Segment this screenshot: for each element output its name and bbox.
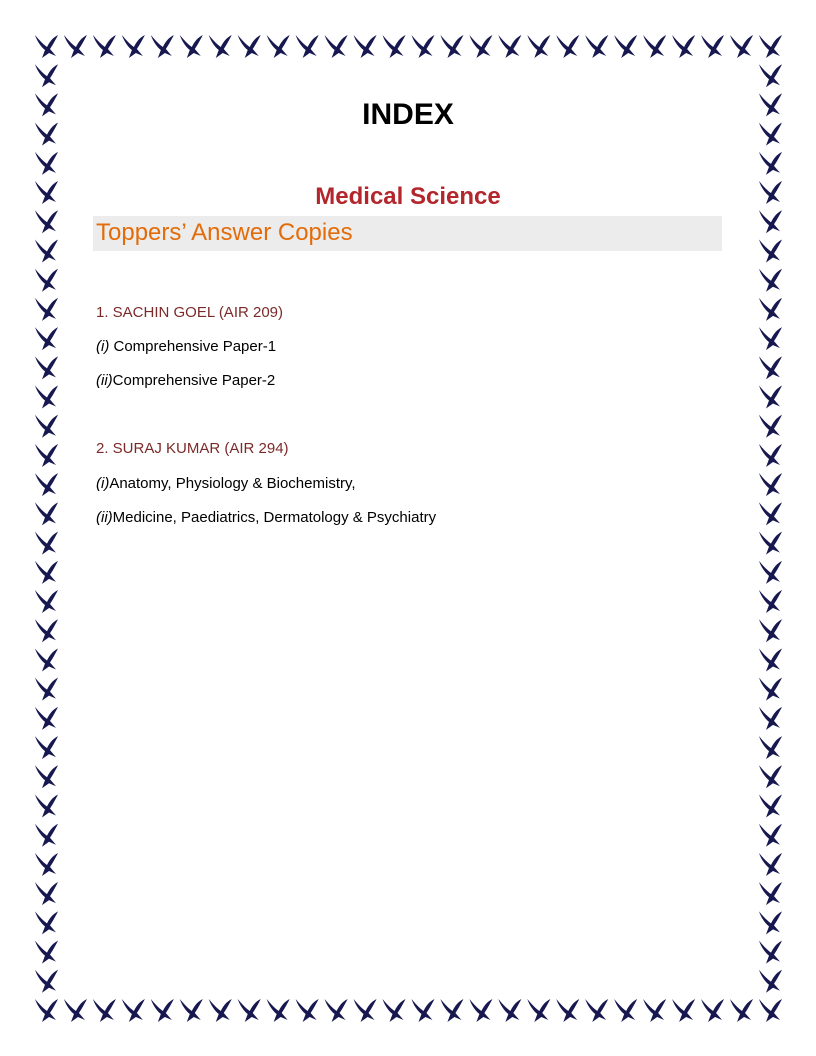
swallow-bird-icon	[759, 619, 782, 642]
swallow-bird-icon	[209, 999, 232, 1022]
swallow-bird-icon	[93, 35, 116, 58]
swallow-bird-icon	[440, 35, 463, 58]
swallow-bird-icon	[759, 648, 782, 671]
swallow-bird-icon	[35, 795, 58, 818]
swallow-bird-icon	[759, 502, 782, 525]
swallow-bird-icon	[35, 736, 58, 759]
swallow-bird-icon	[759, 473, 782, 496]
swallow-bird-icon	[35, 152, 58, 175]
swallow-bird-icon	[296, 999, 319, 1022]
swallow-bird-icon	[296, 35, 319, 58]
swallow-bird-icon	[35, 473, 58, 496]
swallow-bird-icon	[151, 35, 174, 58]
swallow-bird-icon	[759, 970, 782, 993]
swallow-bird-icon	[35, 824, 58, 847]
swallow-bird-icon	[759, 444, 782, 467]
paper-item	[96, 509, 436, 526]
swallow-bird-icon	[180, 35, 203, 58]
swallow-bird-icon	[93, 999, 116, 1022]
swallow-bird-icon	[759, 707, 782, 730]
swallow-bird-icon	[64, 35, 87, 58]
swallow-bird-icon	[35, 590, 58, 613]
swallow-bird-icon	[701, 35, 724, 58]
swallow-bird-icon	[383, 35, 406, 58]
swallow-bird-icon	[440, 999, 463, 1022]
swallow-bird-icon	[35, 415, 58, 438]
swallow-bird-icon	[411, 35, 434, 58]
swallow-bird-icon	[759, 210, 782, 233]
section-title: Toppers’ Answer Copies	[96, 219, 353, 246]
swallow-bird-icon	[759, 415, 782, 438]
swallow-bird-icon	[35, 648, 58, 671]
swallow-bird-icon	[238, 999, 261, 1022]
swallow-bird-icon	[759, 64, 782, 87]
swallow-bird-icon	[585, 35, 608, 58]
swallow-bird-icon	[35, 239, 58, 262]
swallow-bird-icon	[35, 444, 58, 467]
swallow-bird-icon	[151, 999, 174, 1022]
swallow-bird-icon	[325, 35, 348, 58]
swallow-bird-icon	[469, 999, 492, 1022]
swallow-bird-icon	[643, 35, 666, 58]
paper-numeral: (ii)	[96, 509, 113, 526]
swallow-bird-icon	[759, 941, 782, 964]
swallow-bird-icon	[35, 678, 58, 701]
swallow-bird-icon	[122, 999, 145, 1022]
swallow-bird-icon	[759, 356, 782, 379]
swallow-bird-icon	[411, 999, 434, 1022]
swallow-bird-icon	[35, 327, 58, 350]
swallow-bird-icon	[64, 999, 87, 1022]
swallow-bird-icon	[354, 35, 377, 58]
swallow-bird-icon	[672, 999, 695, 1022]
swallow-bird-icon	[35, 882, 58, 905]
swallow-bird-icon	[759, 590, 782, 613]
section-banner	[93, 216, 722, 251]
swallow-bird-icon	[759, 152, 782, 175]
swallow-bird-icon	[759, 269, 782, 292]
swallow-bird-icon	[759, 35, 782, 58]
swallow-bird-icon	[614, 999, 637, 1022]
swallow-bird-icon	[672, 35, 695, 58]
swallow-bird-icon	[383, 999, 406, 1022]
swallow-bird-icon	[35, 911, 58, 934]
swallow-bird-icon	[643, 999, 666, 1022]
swallow-bird-icon	[759, 853, 782, 876]
swallow-bird-icon	[614, 35, 637, 58]
swallow-bird-icon	[122, 35, 145, 58]
swallow-bird-icon	[759, 678, 782, 701]
topper-heading-2: 2. SURAJ KUMAR (AIR 294)	[96, 440, 289, 457]
swallow-bird-icon	[35, 210, 58, 233]
swallow-bird-icon	[35, 532, 58, 555]
swallow-bird-icon	[759, 911, 782, 934]
swallow-bird-icon	[759, 999, 782, 1022]
swallow-bird-icon	[35, 619, 58, 642]
paper-label: Comprehensive Paper-1	[109, 338, 277, 355]
swallow-bird-icon	[759, 882, 782, 905]
swallow-bird-icon	[556, 999, 579, 1022]
swallow-bird-icon	[35, 765, 58, 788]
swallow-bird-icon	[35, 999, 58, 1022]
swallow-bird-icon	[35, 298, 58, 321]
swallow-bird-icon	[730, 35, 753, 58]
swallow-bird-icon	[759, 561, 782, 584]
swallow-bird-icon	[35, 386, 58, 409]
swallow-bird-icon	[701, 999, 724, 1022]
paper-label: Anatomy, Physiology & Biochemistry,	[109, 475, 356, 492]
swallow-bird-icon	[35, 502, 58, 525]
swallow-bird-icon	[209, 35, 232, 58]
swallow-bird-icon	[527, 35, 550, 58]
swallow-bird-icon	[325, 999, 348, 1022]
swallow-bird-icon	[35, 356, 58, 379]
swallow-bird-icon	[759, 824, 782, 847]
swallow-bird-icon	[759, 386, 782, 409]
paper-numeral: (ii)	[96, 372, 113, 389]
swallow-bird-icon	[354, 999, 377, 1022]
swallow-bird-icon	[35, 64, 58, 87]
swallow-bird-icon	[469, 35, 492, 58]
swallow-bird-icon	[759, 532, 782, 555]
paper-label: Comprehensive Paper-2	[112, 372, 276, 389]
swallow-bird-icon	[759, 239, 782, 262]
paper-item	[96, 338, 276, 355]
paper-item	[96, 475, 356, 492]
swallow-bird-icon	[35, 853, 58, 876]
swallow-bird-icon	[759, 795, 782, 818]
subject-heading: Medical Science	[315, 183, 501, 210]
swallow-bird-icon	[585, 999, 608, 1022]
swallow-bird-icon	[35, 561, 58, 584]
swallow-bird-icon	[267, 999, 290, 1022]
swallow-bird-icon	[498, 35, 521, 58]
swallow-bird-icon	[527, 999, 550, 1022]
swallow-bird-icon	[35, 35, 58, 58]
swallow-bird-icon	[35, 941, 58, 964]
paper-numeral: (i)	[96, 475, 110, 492]
swallow-bird-icon	[759, 765, 782, 788]
swallow-bird-icon	[35, 707, 58, 730]
page-title: INDEX	[362, 98, 454, 131]
swallow-bird-icon	[267, 35, 290, 58]
paper-numeral: (i)	[96, 338, 110, 355]
swallow-bird-icon	[498, 999, 521, 1022]
swallow-bird-icon	[759, 327, 782, 350]
swallow-bird-icon	[35, 970, 58, 993]
swallow-bird-icon	[759, 736, 782, 759]
swallow-bird-icon	[556, 35, 579, 58]
swallow-bird-icon	[238, 35, 261, 58]
paper-label: Medicine, Paediatrics, Dermatology & Psychiatry	[112, 509, 437, 526]
topper-heading-1: 1. SACHIN GOEL (AIR 209)	[96, 304, 284, 321]
swallow-bird-icon	[759, 298, 782, 321]
swallow-bird-icon	[35, 269, 58, 292]
swallow-bird-icon	[730, 999, 753, 1022]
paper-item	[96, 372, 275, 389]
swallow-bird-icon	[180, 999, 203, 1022]
